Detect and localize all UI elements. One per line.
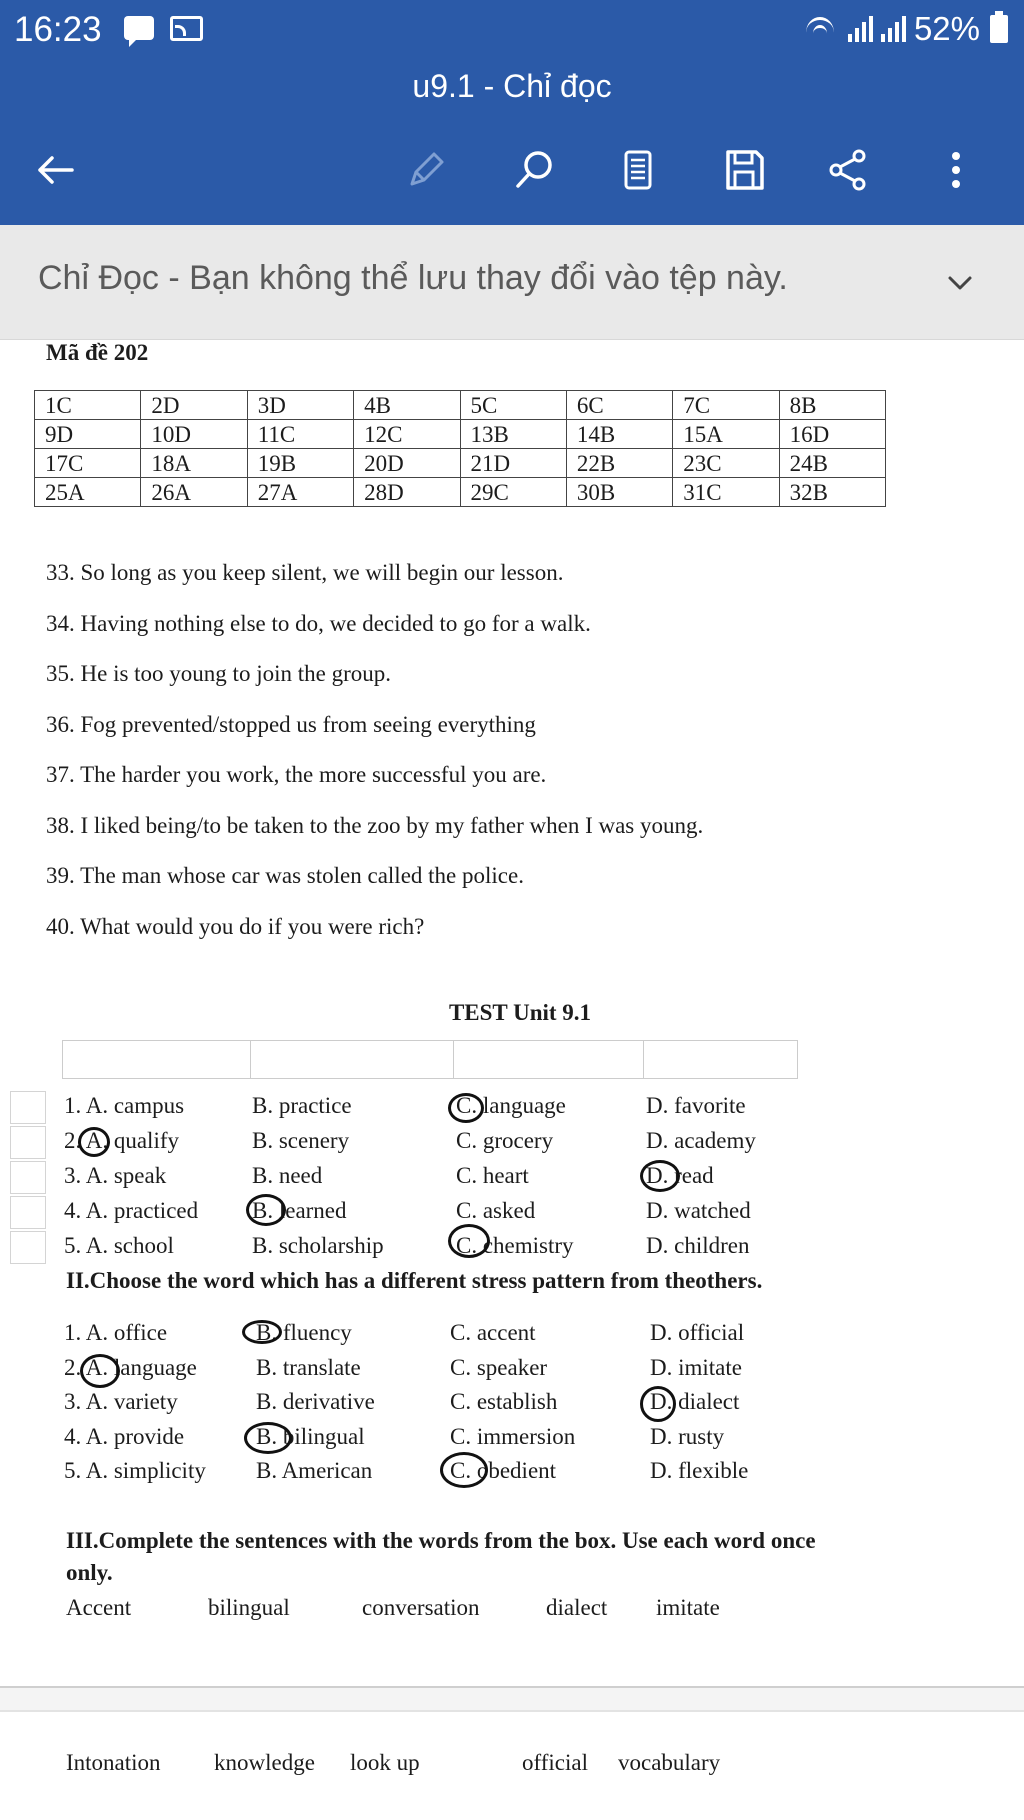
table-cell: 1C (35, 391, 141, 420)
status-time: 16:23 (14, 10, 102, 49)
table-cell: 20D (354, 449, 460, 478)
reading-view-icon[interactable] (608, 140, 668, 200)
table-cell: 4B (354, 391, 460, 420)
word-item: vocabulary (618, 1750, 721, 1775)
battery-percent: 52% (913, 10, 980, 47)
list-item (0, 1456, 1024, 1491)
table-cell: 7C (673, 391, 779, 420)
read-only-banner (0, 225, 1024, 340)
table-cell: 21D (460, 449, 566, 478)
more-vert-icon[interactable] (926, 140, 986, 200)
sentence-33: 33. So long as you keep silent, we will begin our lesson. (46, 560, 564, 585)
list-item (0, 1160, 1024, 1195)
table-cell: 19B (247, 449, 353, 478)
table-cell: 11C (247, 420, 353, 449)
word-item: look up (350, 1750, 420, 1775)
empty-header-table (62, 1040, 798, 1079)
option-c: C. immersion (450, 1423, 576, 1449)
section1-questions (0, 1090, 1024, 1265)
list-item (0, 1353, 1024, 1388)
section3-heading: III.Complete the sentences with the words from the box. Use each word once (66, 1528, 816, 1553)
list-item (0, 1387, 1024, 1422)
table-cell: 18A (141, 449, 247, 478)
signal-icon (848, 16, 873, 42)
option-b: B. learned (252, 1198, 347, 1223)
table-cell: 12C (354, 420, 460, 449)
option-b: B. need (252, 1163, 323, 1188)
answer-circle (242, 1320, 282, 1344)
option-b: B. bilingual (256, 1423, 365, 1449)
option-d: D. children (646, 1233, 750, 1258)
sentence-36: 36. Fog prevented/stopped us from seeing everything (46, 711, 536, 737)
search-icon[interactable] (504, 140, 564, 200)
table-cell: 27A (247, 478, 353, 507)
word-item: dialect (546, 1595, 608, 1620)
answer-circle (640, 1386, 676, 1422)
row-box (10, 1091, 46, 1124)
banner-text: Chỉ Đọc - Bạn không thể lưu thay đổi vào tệp này. (38, 259, 788, 297)
list-item (0, 1422, 1024, 1457)
table-cell: 23C (673, 449, 779, 478)
row-box (10, 1161, 46, 1194)
option-d: D. watched (646, 1198, 751, 1223)
option-b: B. practice (252, 1093, 352, 1118)
answer-key-table (34, 390, 886, 507)
table-cell: 9D (35, 420, 141, 449)
table-row (35, 449, 886, 478)
row-box (10, 1196, 46, 1229)
sentence-38: 38. I liked being/to be taken to the zoo by my father when I was young. (46, 812, 704, 838)
table-cell: 6C (566, 391, 672, 420)
sentence-list (46, 558, 703, 962)
option-c: C. language (456, 1093, 566, 1118)
table-cell: 28D (354, 478, 460, 507)
option-d: D. dialect (650, 1389, 740, 1414)
sentence-35: 35. He is too young to join the group. (46, 661, 391, 686)
option-c: C. asked (456, 1198, 536, 1223)
table-row (35, 420, 886, 449)
table-cell: 8B (779, 391, 885, 420)
list-item (0, 1090, 1024, 1125)
table-cell: 25A (35, 478, 141, 507)
answer-circle (448, 1093, 484, 1123)
option-d: D. official (650, 1320, 745, 1345)
option-c: C. obedient (450, 1458, 557, 1483)
table-cell: 17C (35, 449, 141, 478)
option-a: 3. A. speak (64, 1163, 167, 1188)
option-c: C. grocery (456, 1128, 554, 1153)
answer-circle (640, 1160, 680, 1192)
sentence-34: 34. Having nothing else to do, we decided to go for a walk. (46, 610, 591, 636)
app-bar (0, 60, 1024, 225)
word-item: official (522, 1750, 588, 1775)
chevron-down-icon[interactable] (942, 265, 978, 301)
pencil-icon[interactable] (396, 140, 456, 200)
option-a: 4. A. provide (64, 1423, 185, 1449)
option-c: C. establish (450, 1389, 558, 1414)
wifi-icon (804, 15, 840, 43)
table-cell: 5C (460, 391, 566, 420)
table-cell: 32B (779, 478, 885, 507)
exam-code-heading: Mã đề 202 (46, 340, 149, 365)
section2-heading: II.Choose the word which has a different stress pattern from theothers. (66, 1268, 763, 1293)
table-cell: 24B (779, 449, 885, 478)
option-d: D. read (646, 1163, 714, 1188)
option-c: C. accent (450, 1320, 536, 1345)
option-b: B. scenery (252, 1128, 350, 1153)
option-d: D. academy (646, 1128, 756, 1153)
option-a: 2. A. language (64, 1354, 197, 1380)
table-cell: 31C (673, 478, 779, 507)
list-item (0, 1230, 1024, 1265)
save-icon[interactable] (714, 140, 774, 200)
option-b: B. American (256, 1458, 373, 1483)
list-item (0, 1125, 1024, 1160)
option-a: 1. A. office (64, 1320, 168, 1345)
table-cell: 10D (141, 420, 247, 449)
option-a: 1. A. campus (64, 1093, 185, 1118)
table-cell: 3D (247, 391, 353, 420)
table-cell: 14B (566, 420, 672, 449)
option-d: D. rusty (650, 1423, 725, 1449)
section2-questions (0, 1318, 1024, 1491)
table-cell: 26A (141, 478, 247, 507)
answer-circle (80, 1354, 120, 1388)
test-title: TEST Unit 9.1 (448, 1000, 592, 1025)
sentence-40: 40. What would you do if you were rich? (46, 913, 425, 939)
battery-icon (990, 15, 1008, 43)
sentence-39: 39. The man whose car was stolen called the police. (46, 863, 524, 888)
answer-circle (78, 1127, 110, 1157)
option-b: B. scholarship (252, 1233, 384, 1258)
table-cell: 2D (141, 391, 247, 420)
option-a: 5. A. simplicity (64, 1458, 206, 1483)
option-b: B. translate (256, 1354, 361, 1380)
option-b: B. derivative (256, 1389, 375, 1414)
message-icon (124, 16, 154, 40)
table-cell: 29C (460, 478, 566, 507)
cast-icon (170, 16, 203, 41)
answer-circle (440, 1452, 488, 1488)
word-item: imitate (656, 1595, 720, 1620)
sentence-37: 37. The harder you work, the more successful you are. (46, 762, 547, 787)
option-a: 2. A. qualify (64, 1128, 179, 1153)
list-item (0, 1318, 1024, 1353)
table-row (35, 478, 886, 507)
option-b: B. fluency (256, 1320, 352, 1345)
answer-circle (244, 1422, 292, 1454)
list-item (0, 1195, 1024, 1230)
page-separator (0, 1686, 1024, 1712)
answer-circle (448, 1224, 490, 1258)
table-cell: 15A (673, 420, 779, 449)
option-a: 5. A. school (64, 1233, 174, 1258)
word-item: Accent (66, 1595, 132, 1620)
table-row (35, 391, 886, 420)
table-cell: 22B (566, 449, 672, 478)
option-d: D. imitate (650, 1354, 742, 1380)
answer-circle (246, 1194, 286, 1226)
word-item: conversation (362, 1595, 480, 1620)
row-box (10, 1126, 46, 1159)
document-title: u9.1 - Chỉ đọc (412, 68, 612, 104)
word-item: Intonation (66, 1750, 161, 1775)
word-item: bilingual (208, 1595, 290, 1620)
section3-heading-cont: only. (66, 1560, 113, 1585)
table-cell: 16D (779, 420, 885, 449)
share-icon[interactable] (818, 140, 878, 200)
option-c: C. heart (456, 1163, 529, 1188)
option-a: 4. A. practiced (64, 1198, 199, 1223)
back-arrow-icon[interactable] (26, 140, 86, 200)
table-cell: 13B (460, 420, 566, 449)
option-c: C. speaker (450, 1354, 548, 1380)
option-d: D. flexible (650, 1458, 749, 1483)
option-c: C. chemistry (456, 1233, 574, 1258)
option-a: 3. A. variety (64, 1389, 178, 1414)
word-item: knowledge (214, 1750, 315, 1775)
row-box (10, 1231, 46, 1264)
option-d: D. favorite (646, 1093, 746, 1118)
status-bar (0, 0, 1024, 60)
signal-icon-2 (881, 16, 906, 42)
table-cell: 30B (566, 478, 672, 507)
